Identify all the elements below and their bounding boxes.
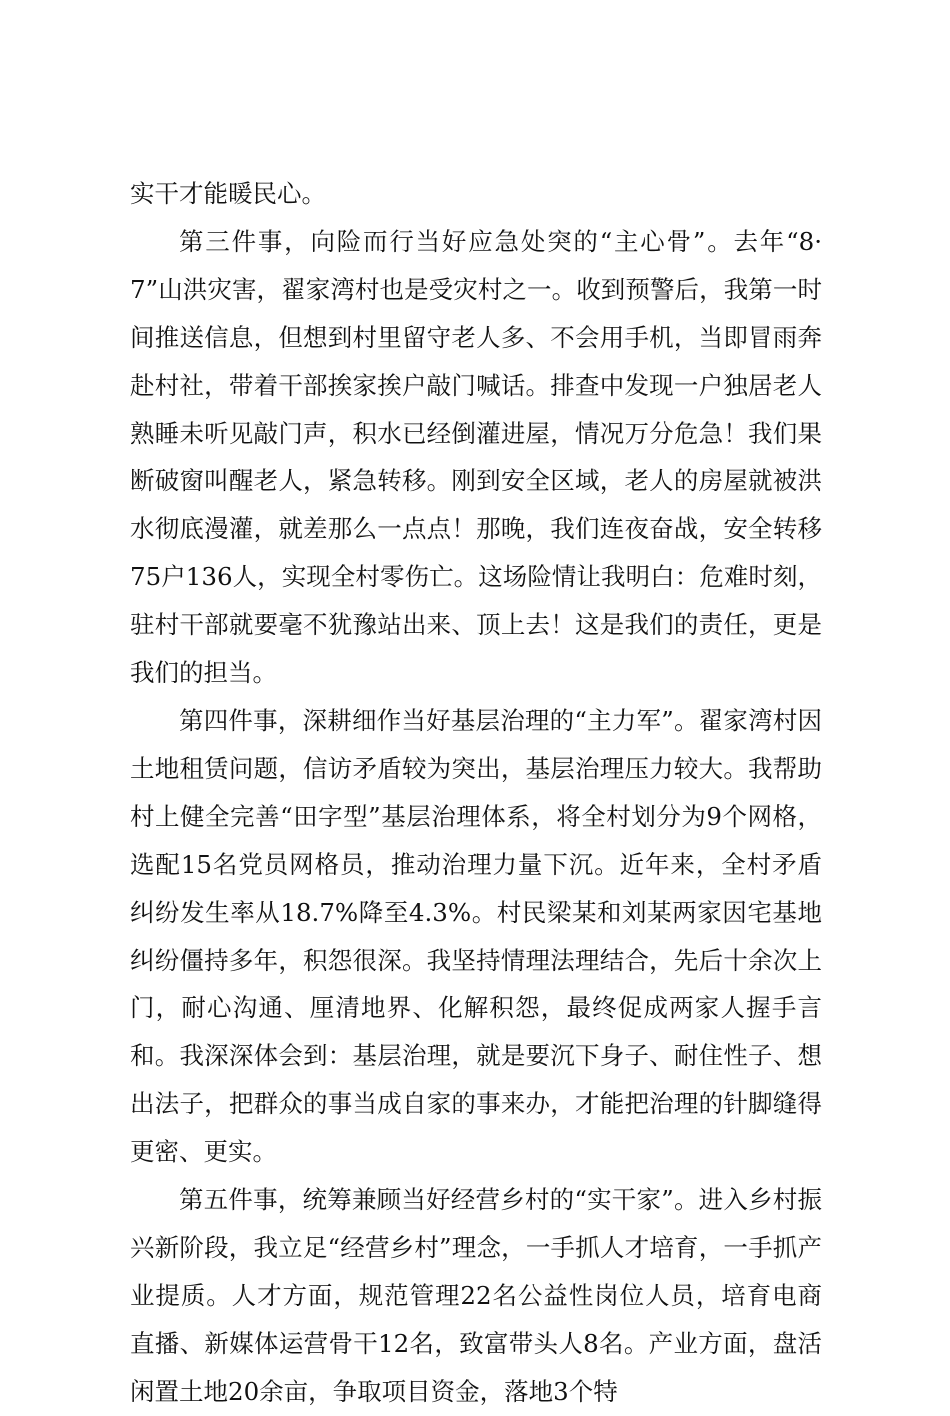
- paragraph-1: 实干才能暖民心。: [130, 179, 326, 208]
- document-body: [130, 170, 822, 1416]
- paragraph-2: 第三件事，向险而行当好应急处突的“主心骨”。去年“8·7”山洪灾害，翟家湾村也是受灾村之一。收到预警后，我第一时间推送信息，但想到村里留守老人多、不会用手机，当即冒雨奔赴村社，带着干部挨家挨户敲门喊话。排查中发现一户独居老人熟睡未听见敲门声，积水已经倒灌进屋，情况万分危急！我们果断破窗叫醒老人，紧急转移。刚到安全区域，老人的房屋就被洪水彻底漫灌，就差那么一点点！那晚，我们连夜奋战，安全转移75户136人，实现全村零伤亡。这场险情让我明白：危难时刻，驻村干部就要毫不犹豫站出来、顶上去！这是我们的责任，更是我们的担当。: [130, 226, 822, 688]
- paragraph-4: 第五件事，统筹兼顾当好经营乡村的“实干家”。进入乡村振兴新阶段，我立足“经营乡村”理念，一手抓人才培育，一手抓产业提质。人才方面，规范管理22名公益性岗位人员，培育电商直播、新媒体运营骨干12名，致富带头人8名。产业方面，盘活闲置土地20余亩，争取项目资金，落地3个特: [130, 1185, 822, 1406]
- paragraph-3: 第四件事，深耕细作当好基层治理的“主力军”。翟家湾村因土地租赁问题，信访矛盾较为突出，基层治理压力较大。我帮助村上健全完善“田字型”基层治理体系，将全村划分为9个网格，选配15名党员网格员，推动治理力量下沉。近年来，全村矛盾纠纷发生率从18.7%降至4.3%。村民梁某和刘某两家因宅基地纠纷僵持多年，积怨很深。我坚持情理法理结合，先后十余次上门，耐心沟通、厘清地界、化解积怨，最终促成两家人握手言和。我深深体会到：基层治理，就是要沉下身子、耐住性子、想出法子，把群众的事当成自家的事来办，才能把治理的针脚缝得更密、更实。: [130, 705, 822, 1167]
